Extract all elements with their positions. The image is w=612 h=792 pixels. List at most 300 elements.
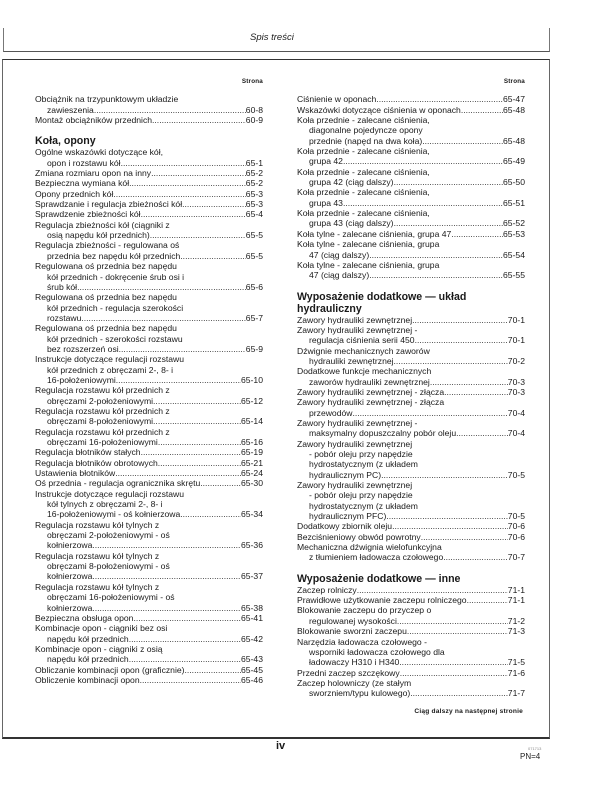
toc-entry[interactable]	[35, 385, 263, 406]
toc-entry[interactable]	[297, 366, 525, 387]
toc-entry-last-line	[297, 657, 525, 667]
toc-entry[interactable]	[35, 147, 263, 168]
toc-entry-text: Blokowanie sworzni zaczepu	[297, 626, 407, 637]
toc-entry-text: Dodatkowe funkcje mechanicznych	[297, 366, 432, 377]
toc-page-number[interactable]: 70-4	[507, 407, 525, 418]
toc-entry[interactable]	[297, 167, 525, 188]
toc-page-number[interactable]: 65-1	[245, 157, 263, 168]
toc-entry[interactable]	[35, 582, 263, 613]
toc-entry-last-line	[297, 532, 525, 542]
toc-entry-text: ładowaczy H310 i H340	[309, 657, 400, 668]
toc-page-number[interactable]: 65-21	[241, 457, 263, 468]
toc-entry-last-line	[297, 595, 525, 605]
dot-leader	[92, 540, 241, 550]
toc-page-number[interactable]: 65-43	[241, 654, 263, 665]
dot-leader	[399, 657, 508, 667]
toc-page-number[interactable]: 65-6	[245, 281, 263, 292]
toc-entry-text: napędu kół przednich	[47, 633, 129, 644]
toc-page-number[interactable]: 65-12	[241, 395, 263, 406]
toc-entry-last-line	[35, 468, 263, 478]
toc-page-number[interactable]: 65-38	[241, 602, 263, 613]
toc-entry-text: zawieszenia	[47, 104, 94, 115]
toc-entry-text: Prawidłowe użytkowanie zaczepu rolniczego	[297, 595, 467, 606]
toc-entry-last-line	[297, 387, 525, 397]
dot-leader	[400, 668, 508, 678]
toc-entry[interactable]	[297, 605, 525, 626]
dot-leader	[81, 313, 245, 323]
toc-entry-text: Zawory hydrauliki zewnętrznej - złącza	[297, 397, 445, 408]
dot-leader	[150, 230, 246, 240]
toc-entry-text: kołnierzowa	[47, 540, 93, 551]
toc-page-number[interactable]: 70-5	[507, 469, 525, 480]
toc-page-number[interactable]: 71-7	[507, 688, 525, 699]
toc-entry[interactable]	[297, 187, 525, 208]
toc-entry-last-line	[297, 94, 525, 104]
toc-page-number[interactable]: 71-1	[507, 595, 525, 606]
toc-entry-text: Bezpieczna obsługa opon	[35, 612, 134, 623]
toc-entry-text: Przedni zaczep szczękowy	[297, 667, 400, 678]
toc-entry-text: grupa 42	[309, 156, 343, 167]
toc-entry[interactable]	[35, 623, 263, 644]
toc-entry-last-line	[297, 616, 525, 626]
toc-entry-last-line	[297, 156, 525, 166]
toc-entry[interactable]	[35, 209, 263, 219]
toc-entry-text: kół przednich - szerokości rozstawu	[47, 333, 183, 344]
toc-entry-text: diagonalne pojedyncze opony	[309, 125, 423, 136]
toc-page-number[interactable]: 65-24	[241, 468, 263, 479]
toc-entry[interactable]	[297, 585, 525, 595]
toc-entry-last-line	[35, 437, 263, 447]
toc-entry-last-line	[35, 344, 263, 354]
toc-page-number[interactable]: 70-3	[507, 386, 525, 397]
toc-entry-text: grupa 42 (ciąg dalszy)	[309, 177, 394, 188]
toc-entry-text: Blokowanie zaczepu do przyczep o	[297, 605, 432, 616]
toc-page-number[interactable]: 65-5	[245, 250, 263, 261]
toc-entry-last-line	[297, 198, 525, 208]
toc-entry-text: Regulacja rozstawu kół tylnych z	[35, 550, 160, 561]
toc-entry-last-line	[35, 115, 263, 125]
toc-entry-text: Koła przednie - zalecane ciśnienia,	[297, 208, 430, 219]
toc-entry[interactable]	[297, 532, 525, 542]
toc-entry-text: hydrostatycznym (z układem	[309, 500, 418, 511]
toc-page-number[interactable]: 71-2	[507, 615, 525, 626]
toc-entry-text: Regulacja zbieżności - regulowana oś	[35, 240, 180, 251]
toc-entry-text: hydraulicznym PFC)	[309, 511, 387, 522]
toc-entry-text: przednie (napęd na dwa koła)	[309, 135, 423, 146]
toc-entry-text: Wskazówki dotyczące ciśnienia w oponach	[297, 104, 461, 115]
toc-page-number[interactable]: 65-16	[241, 437, 263, 447]
toc-page-number[interactable]: 70-1	[507, 335, 525, 346]
toc-entry-text: Regulowana oś przednia bez napędu	[35, 261, 177, 272]
toc-entry-text: Koła przednie - zalecane ciśnienia,	[297, 146, 430, 157]
toc-entry-text: grupa 43	[309, 197, 343, 208]
toc-entry[interactable]	[35, 168, 263, 178]
dot-leader	[158, 458, 241, 468]
toc-entry-last-line	[297, 470, 525, 480]
toc-entry-last-line	[35, 158, 263, 168]
toc-page-number[interactable]: 65-49	[503, 156, 525, 167]
toc-entry-text: opon i rozstawu kół	[47, 157, 121, 168]
toc-entry-text: kół przednich z obręczami 2-, 8- i	[47, 364, 174, 375]
toc-entry-last-line	[35, 447, 263, 457]
toc-entry[interactable]	[297, 208, 525, 229]
toc-page-number[interactable]: 71-6	[507, 667, 525, 678]
toc-entry[interactable]	[35, 115, 263, 125]
toc-entry[interactable]	[35, 478, 263, 488]
toc-entry-text: Zawory hydrauliki zewnętrznej	[297, 480, 413, 491]
toc-entry[interactable]	[35, 354, 263, 385]
toc-entry-last-line	[35, 282, 263, 292]
toc-page-number[interactable]: 65-9	[245, 343, 263, 354]
toc-entry[interactable]	[297, 115, 525, 146]
toc-entry[interactable]	[297, 418, 525, 439]
toc-entry-text: napędu kół przednich	[47, 654, 129, 665]
toc-entry[interactable]	[35, 675, 263, 685]
toc-page-number[interactable]: 65-36	[241, 540, 263, 551]
toc-entry[interactable]	[297, 146, 525, 167]
dot-leader	[394, 177, 503, 187]
toc-page-number[interactable]: 65-54	[503, 249, 525, 260]
toc-page-number[interactable]: 65-48	[503, 135, 525, 146]
dot-leader	[116, 375, 241, 385]
toc-entry-last-line	[297, 250, 525, 260]
toc-page-number[interactable]: 65-48	[503, 104, 525, 115]
toc-page-number[interactable]: 70-3	[507, 376, 525, 387]
toc-entry-text: śrub kół	[47, 281, 78, 292]
toc-entry[interactable]	[297, 678, 525, 699]
toc-page-number[interactable]: 65-2	[245, 168, 263, 179]
dot-leader	[94, 105, 246, 115]
toc-entry-text: - pobór oleju przy napędzie	[309, 449, 413, 459]
toc-entry-last-line	[35, 168, 263, 178]
toc-entry[interactable]	[297, 626, 525, 636]
toc-entry[interactable]	[297, 521, 525, 531]
toc-entry-text: kół przednich - dokręcenie śrub osi i	[47, 271, 185, 282]
toc-page-number[interactable]: 65-45	[241, 664, 263, 675]
toc-entry-text: Kombinacje opon - ciągniki z osią	[35, 643, 163, 654]
toc-entry-text: obręczami 16-położeniowymi	[47, 437, 158, 447]
toc-page-number[interactable]: 70-6	[507, 531, 525, 542]
dot-leader	[133, 613, 241, 623]
toc-page-number[interactable]: 65-5	[245, 230, 263, 241]
toc-entry-text: Sprawdzenie zbieżności kół	[35, 209, 141, 220]
toc-entry[interactable]	[35, 644, 263, 665]
toc-entry-text: obręczami 2-położeniowymi	[47, 395, 154, 406]
dot-leader	[343, 198, 503, 208]
toc-entry-text: Regulacja błotników obrotowych	[35, 457, 158, 468]
toc-entry-text: Instrukcje dotyczące regulacji rozstawu	[35, 354, 185, 365]
toc-entry-text: - pobór oleju przy napędzie	[309, 490, 413, 501]
toc-entry-text: Zawory hydrauliki zewnętrznej - złącza	[297, 386, 445, 397]
toc-entry[interactable]	[35, 427, 263, 448]
toc-page-number[interactable]: 65-30	[241, 478, 263, 489]
toc-entry[interactable]	[297, 346, 525, 367]
toc-entry[interactable]	[35, 323, 263, 354]
toc-page-number[interactable]: 71-5	[507, 657, 525, 668]
toc-entry[interactable]	[35, 406, 263, 427]
toc-entry-last-line	[35, 509, 263, 519]
toc-entry-last-line	[297, 335, 525, 345]
toc-entry-text: rozstawu	[47, 312, 82, 323]
dot-leader	[407, 626, 508, 636]
dot-leader	[381, 470, 508, 480]
toc-entry[interactable]	[35, 94, 263, 115]
toc-entry-text: hydrostatycznym (z układem	[309, 459, 418, 470]
toc-entry[interactable]	[297, 315, 525, 325]
toc-entry-text: 16-położeniowymi	[47, 374, 116, 385]
toc-page-number[interactable]: 70-1	[507, 314, 525, 325]
toc-entry-text: kołnierzowa	[47, 571, 93, 582]
toc-entry-last-line	[297, 552, 525, 562]
toc-entry-text: Bezciśnieniowy obwód powrotny	[297, 531, 421, 542]
toc-entry-text: Dodatkowy zbiornik oleju	[297, 521, 393, 532]
toc-entry-text: kół przednich - regulacja szerokości	[47, 302, 184, 313]
dot-leader	[77, 282, 246, 292]
toc-entry-text: Zaczep rolniczy	[297, 584, 357, 595]
toc-entry-text: obręczami 16-położeniowymi - oś	[47, 592, 175, 603]
dot-leader	[451, 229, 503, 239]
toc-entry-text: sworzniem/typu kulowego)	[309, 688, 411, 699]
toc-entry-last-line	[35, 416, 263, 426]
dot-leader	[129, 634, 241, 644]
toc-entry-text: Regulowana oś przednia bez napędu	[35, 323, 177, 334]
toc-entry[interactable]	[35, 613, 263, 623]
toc-entry-text: Obliczanie kombinacji opon (graficznie)	[35, 664, 185, 675]
toc-page-number[interactable]: 65-3	[245, 188, 263, 199]
toc-page-number[interactable]: 65-34	[241, 509, 263, 520]
dot-leader	[129, 654, 241, 664]
toc-page-number[interactable]: 65-46	[241, 674, 263, 685]
toc-entry-text: osią napędu kół przednich)	[47, 230, 150, 241]
toc-entry-text: regulacja ciśnienia serii 450	[309, 335, 415, 346]
toc-entry-last-line	[35, 375, 263, 385]
toc-entry-last-line	[297, 668, 525, 678]
toc-entry[interactable]	[35, 447, 263, 457]
toc-entry-last-line	[35, 613, 263, 623]
dot-leader	[119, 344, 246, 354]
toc-entry[interactable]	[297, 595, 525, 605]
toc-entry-text: kół tylnych z obręczami 2-, 8- i	[47, 499, 163, 510]
toc-page-number[interactable]: 65-4	[245, 209, 263, 220]
toc-entry-text: Regulacja błotników stałych	[35, 447, 141, 458]
toc-entry-last-line	[35, 105, 263, 115]
toc-entry-last-line	[35, 675, 263, 685]
toc-page-number[interactable]: 65-51	[503, 197, 525, 208]
dot-leader	[182, 199, 246, 209]
toc-page-number[interactable]: 65-47	[503, 94, 525, 105]
toc-entry-text: wsporniki ładowacza czołowego dla	[309, 646, 445, 657]
toc-entry-text: Bezpieczna wymiana kół	[35, 178, 130, 189]
toc-entry[interactable]	[297, 260, 525, 281]
toc-entry-last-line	[35, 478, 263, 488]
toc-page-number[interactable]: 65-2	[245, 178, 263, 189]
dot-leader	[121, 158, 246, 168]
toc-entry-text: Regulacja rozstawu kół przednich z	[35, 385, 170, 396]
toc-entry-last-line	[35, 178, 263, 188]
dot-leader	[180, 509, 241, 519]
toc-entry-text: z tłumieniem ładowacza czołowego	[309, 552, 444, 563]
toc-entry-last-line	[297, 218, 525, 228]
header-title: Spis treści	[250, 32, 294, 43]
toc-page-number[interactable]: 71-3	[507, 626, 525, 637]
toc-entry[interactable]	[35, 292, 263, 323]
dot-leader	[386, 511, 507, 521]
toc-entry-text: 16-położeniowymi - oś kołnierzowa	[47, 509, 181, 520]
toc-entry-last-line	[35, 665, 263, 675]
toc-entry[interactable]	[35, 178, 263, 188]
toc-entry-text: obręczami 8-położeniowymi - oś	[47, 561, 170, 572]
toc-entry[interactable]	[297, 542, 525, 563]
toc-entry-last-line	[35, 396, 263, 406]
toc-entry-last-line	[297, 408, 525, 418]
toc-entry-last-line	[297, 626, 525, 636]
toc-entry[interactable]	[35, 489, 263, 520]
toc-entry-last-line	[35, 209, 263, 219]
toc-entry-last-line	[35, 540, 263, 550]
toc-page-number[interactable]: 65-41	[241, 612, 263, 623]
toc-page-number[interactable]: 65-14	[241, 416, 263, 427]
toc-entry-text: Regulacja zbieżności kół (ciągniki z	[35, 219, 170, 230]
toc-entry-text: Instrukcje dotyczące regulacji rozstawu	[35, 488, 185, 499]
toc-entry[interactable]	[297, 397, 525, 418]
toc-entry-text: Narzędzia ładowacza czołowego -	[297, 636, 427, 647]
toc-page-number[interactable]: 60-8	[245, 104, 263, 115]
toc-entry-text: przewodów	[309, 407, 353, 418]
dot-leader	[397, 616, 508, 626]
toc-entry-last-line	[297, 270, 525, 280]
dot-leader	[369, 270, 503, 280]
toc-page-number[interactable]: 70-5	[507, 511, 525, 522]
toc-entry-text: obręczami 8-położeniowymi	[47, 416, 154, 427]
toc-entry-last-line	[35, 189, 263, 199]
toc-entry-text: Dźwignie mechanicznych zaworów	[297, 345, 430, 356]
dot-leader	[467, 595, 508, 605]
dot-leader	[153, 396, 241, 406]
toc-entry[interactable]	[35, 468, 263, 478]
toc-entry-text: Regulacja rozstawu kół tylnych z	[35, 519, 160, 530]
toc-entry[interactable]	[35, 520, 263, 551]
toc-entry[interactable]	[297, 439, 525, 480]
dot-leader	[443, 552, 508, 562]
toc-entry[interactable]	[297, 480, 525, 521]
dot-leader	[412, 315, 508, 325]
toc-entry[interactable]	[297, 637, 525, 668]
dot-leader	[456, 428, 508, 438]
toc-entry-text: Zmiana rozmiaru opon na inny	[35, 168, 152, 179]
toc-entry-text: hydraulicznym PC)	[309, 469, 382, 480]
toc-entry-last-line	[35, 603, 263, 613]
toc-entry-text: Ciśnienie w oponach	[297, 94, 377, 105]
toc-entry[interactable]	[297, 94, 525, 104]
toc-entry-text: Kombinacje opon - ciągniki bez osi	[35, 623, 168, 634]
toc-entry-text: Koła tylne - zalecane ciśnienia, grupa 47	[297, 228, 452, 239]
toc-entry-last-line	[297, 428, 525, 438]
toc-entry[interactable]	[297, 105, 525, 115]
toc-entry-last-line	[35, 458, 263, 468]
toc-entry[interactable]	[35, 551, 263, 582]
toc-page-number[interactable]: 65-19	[241, 447, 263, 458]
toc-entry[interactable]	[35, 240, 263, 261]
toc-entry[interactable]	[297, 239, 525, 260]
toc-entry[interactable]	[35, 458, 263, 468]
toc-entry[interactable]	[297, 325, 525, 346]
dot-leader	[140, 675, 241, 685]
toc-entry-text: Regulowana oś przednia bez napędu	[35, 292, 177, 303]
toc-entry[interactable]	[35, 199, 263, 209]
toc-page-number[interactable]: 65-10	[241, 374, 263, 385]
toc-page-number[interactable]: 60-9	[245, 115, 263, 126]
dot-leader	[115, 468, 241, 478]
toc-entry-text: Regulacja rozstawu kół tylnych z	[35, 581, 160, 592]
toc-entry[interactable]	[35, 220, 263, 241]
toc-page-number[interactable]: 65-7	[245, 312, 263, 323]
dot-leader	[394, 218, 503, 228]
toc-entry[interactable]	[35, 665, 263, 675]
toc-page-number[interactable]: 65-52	[503, 218, 525, 229]
toc-column-left	[35, 77, 263, 685]
dot-leader	[461, 105, 503, 115]
section-heading: Koła, opony	[35, 135, 96, 148]
toc-entry[interactable]	[35, 189, 263, 199]
toc-entry-text: Oś przednia - regulacja ogranicznika skrętu	[35, 478, 201, 489]
section-heading: Wyposażenie dodatkowe — układ hydrauliczny	[297, 290, 467, 315]
toc-page-number[interactable]: 65-50	[503, 177, 525, 188]
dot-leader	[152, 115, 246, 125]
toc-page-number[interactable]: 70-4	[507, 428, 525, 439]
toc-entry-last-line	[297, 105, 525, 115]
toc-entry-text: obręczami 2-położeniowymi - oś	[47, 530, 170, 541]
dot-leader	[153, 416, 241, 426]
toc-page-number[interactable]: 65-42	[241, 633, 263, 644]
toc-entry-last-line	[35, 313, 263, 323]
toc-page-number[interactable]: 70-6	[507, 521, 525, 532]
toc-page-number[interactable]: 70-7	[507, 552, 525, 563]
toc-entry-text: Zawory hydrauliki zewnętrznej -	[297, 324, 418, 335]
toc-entry-last-line	[297, 136, 525, 146]
toc-entry[interactable]	[297, 387, 525, 397]
dot-leader	[430, 377, 508, 387]
toc-page-number[interactable]: 65-3	[245, 199, 263, 210]
toc-page-number[interactable]: 71-1	[507, 584, 525, 595]
toc-entry-text: maksymalny dopuszczalny pobór oleju	[309, 428, 457, 439]
dot-leader	[415, 335, 508, 345]
toc-entry-text: Koła przednie - zalecane ciśnienia,	[297, 115, 430, 126]
toc-entry[interactable]	[297, 229, 525, 239]
toc-entry-text: Zawory hydrauliki zewnętrznej -	[297, 417, 418, 428]
dot-leader	[369, 250, 503, 260]
toc-entry-last-line	[297, 177, 525, 187]
toc-entry-text: Ustawienia błotników	[35, 468, 116, 479]
toc-entry[interactable]	[35, 261, 263, 292]
toc-page-number[interactable]: 65-55	[503, 270, 525, 281]
dot-leader	[129, 178, 246, 188]
toc-page-number[interactable]: 70-2	[507, 355, 525, 366]
toc-entry[interactable]	[297, 668, 525, 678]
dot-leader	[357, 585, 508, 595]
toc-page-number[interactable]: 65-37	[241, 571, 263, 582]
toc-entry-text: Zawory hydrauliki zewnętrznej	[297, 438, 413, 449]
toc-entry-last-line	[297, 315, 525, 325]
toc-entry-text: zaworów hydrauliki zewnętrznej	[309, 376, 430, 387]
toc-entry-text: Sprawdzanie i regulacja zbieżności kół	[35, 199, 183, 210]
toc-entry-text: regulowanej wysokości	[309, 615, 397, 626]
toc-entry-last-line	[297, 377, 525, 387]
toc-page-number[interactable]: 65-53	[503, 228, 525, 239]
toc-entry-text: Koła przednie - zalecane ciśnienia,	[297, 187, 430, 198]
toc-entry-text: przednia bez napędu kół przednich	[47, 250, 181, 261]
toc-entry-last-line	[297, 356, 525, 366]
toc-entry-text: grupa 43 (ciąg dalszy)	[309, 218, 394, 229]
